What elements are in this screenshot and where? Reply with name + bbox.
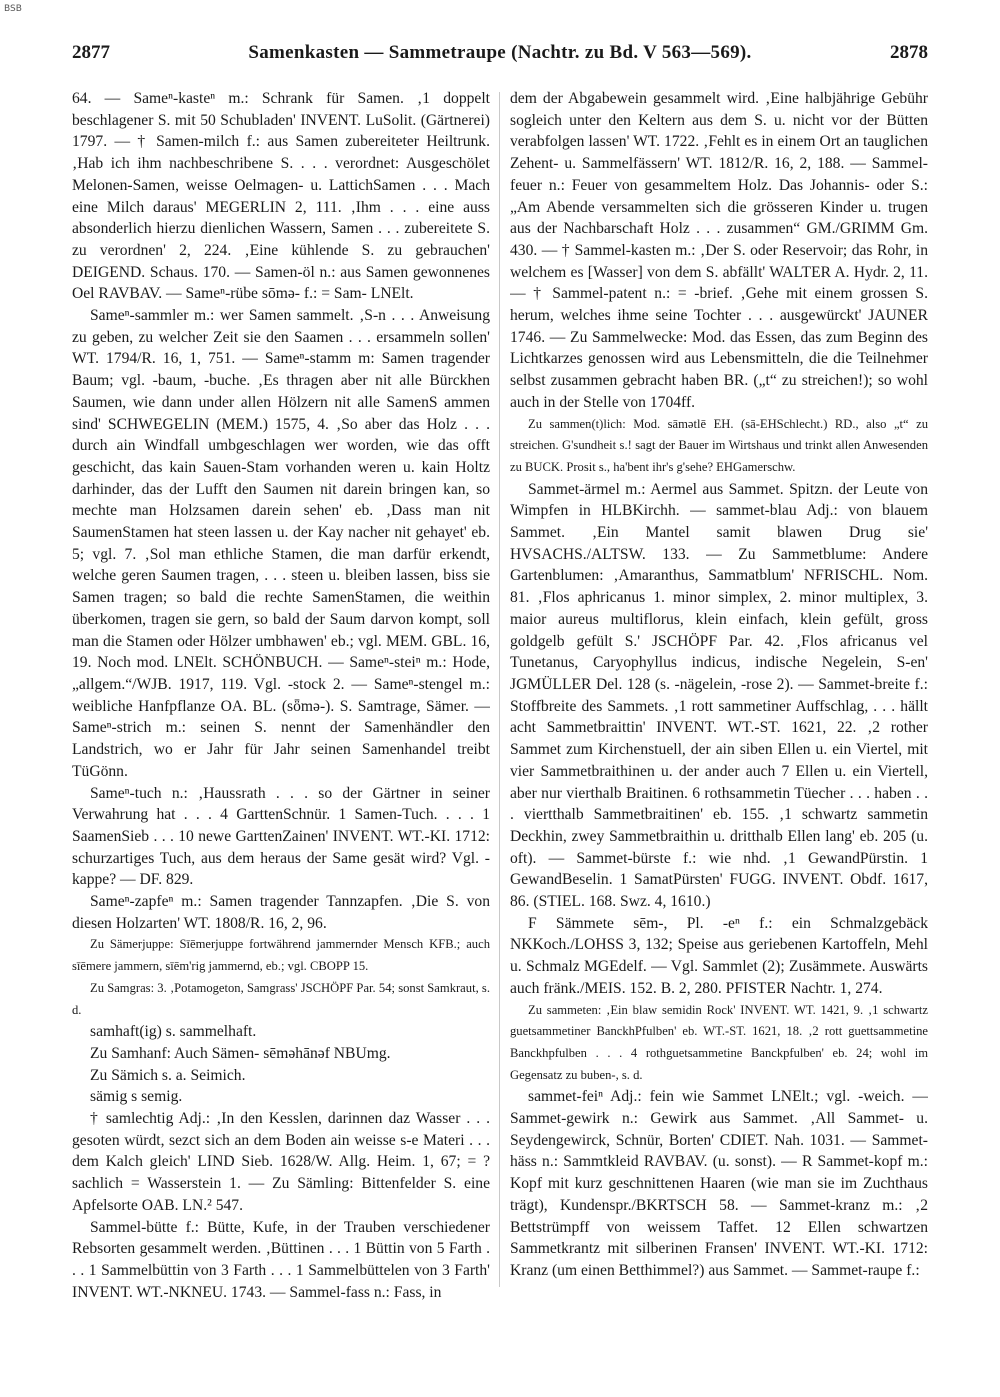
entry-paragraph: Zu Sämerjuppe: Sīēmerjuppe fortwährend jammernder Mensch KFB.; auch sīēmere jammern, sīēm'rig jammernd, eb.; vgl. CBOPP 15. xyxy=(72,937,490,974)
left-page-number: 2877 xyxy=(72,42,110,63)
entry-paragraph: sammet-feiⁿ Adj.: fein wie Sammet LNElt.; vgl. -weich. — Sammet-gewirk n.: Gewirk aus Sammet. ‚All Sammet- u. Seydengewirck, Schnür, Borten' CDIET. Nah. 1031. — Sammet-häss n.: Sammtkleid RAVBAV. (u. sonst). — R Sammet-kopf m.: Kopf mit kurz geschnittenen Haaren (wie man sie im Zuchthaus trägt), Kundenspr./BKRTSCH 58. — Sammet-kranz m.: ‚2 Bettstrümpff von weissem Taffet. 12 Ellen schwartzen Sammetkrantz mit silberinen Fransen' INVENT. WT.-KI. 1712: Kranz (um einen Betthimmel?) aus Sammet. — Sammet-raupe f.: xyxy=(510,1088,928,1279)
entry-paragraph: Zu sammen(t)lich: Mod. sāmətlē EH. (sā-EHSchlecht.) RD., also „t“ zu streichen. G'sundheit s.! sagt der Bauer im Wirtshaus und trinkt allen Anwesenden zu BUCK. Prosit s., ha'bent ihr's g'sehe? EHGamerschw. xyxy=(510,416,928,474)
entry-paragraph: Zu Samhanf: Auch Sämen- sēməhānəf NBUmg. xyxy=(90,1044,391,1062)
right-column xyxy=(510,88,928,1378)
entry-paragraph: Zu Samgras: 3. ‚Potamogeton, Samgrass' JSCHÖPF Par. 54; sonst Samkraut, s. d. xyxy=(72,980,490,1017)
entry-paragraph: Sameⁿ-sammler m.: wer Samen sammelt. ‚S-n . . . Anweisung zu geben, zu welcher Zeit sie den Saamen . . . ersammeln sollen' WT. 1794/R. 16, 1, 751. — Sameⁿ-stamm m: Samen tragender Baum; vgl. -baum, -buche. ‚Es thragen aber nit alle Bürckhen Saumen, wie dann under allen Hölzern nit alle SamenS ammen sind' SCHWEGELIN (MEM.) 1575, 4. ‚So aber das Holz . . . durch ain Windfall umbgeschlagen wer worden, wie das offt geschicht, das kain Sauen-Stam vorhanden weren u. kain Holtz darhinder, das der Lufft den Saumen nit darein bringen kan, so mechte man Holzsamen darein sehen' eb. ‚Dass man nit SaumenStamen hat steen lassen u. der Kay nacher nit gehayet' eb. 5; vgl. 7. ‚Sol man ethliche Stamen, die man darfür erkendt, welche geren Saumen tragen, . . . steen u. bleiben lassen, biss sie Samen tragen; so bald die rechte SamenStamen, die weithin überkomen, tragen sie gern, so bald der Saum darvon kompt, soll man die Stamen oder Hölzer umbhawen' eb.; vgl. MEM. GBL. 16, 19. Noch mod. LNElt. SCHÖNBUCH. — Sameⁿ-steiⁿ m.: Hode, „allgem.“/WJB. 1917, 119. Vgl. -stock 2. — Sameⁿ-stengel m.: weibliche Hanfpflanze OA. BL. (sȫmə-). S. Samtrage, Sämer. — Sameⁿ-strich m.: seinen S. nennt der Samenhändler den Landstrich, wo er Jahr für Jahr seinen Samenhandel treibt TüGönn. xyxy=(72,307,490,780)
running-title: Samenkasten — Sammetraupe (Nachtr. zu Bd. V 563—569). xyxy=(248,42,752,63)
right-page-number: 2878 xyxy=(889,42,928,63)
page-header xyxy=(72,42,928,72)
left-column xyxy=(72,88,490,1378)
entry-paragraph: Sammet-ärmel m.: Aermel aus Sammet. Spitzn. der Leute von Wimpfen in HLBKirchh. — sammet-blau Adj.: von blauem Sammet. ‚Ein Mantel samit blawen Drug sie' HVSACHS./ALTSW. 133. — Zu Sammetblume: Andere Gartenblumen: ‚Amaranthus, Sammatblum' NFRISCHL. Nom. 81. ‚Flos aphricanus 1. minor simplex, 2. minor multiplex, 3. maior aureus multiflorus, klein einfach, klein gefült, gross goldgelb gefült S.' JSCHÖPF Par. 42. ‚Flos africanus vel Tunetanus, Caryophyllus indicus, indische Negelein, S-en' JGMÜLLER Del. 128 (s. -nägelein, -rose 2). — Sammet-breite f.: Stoffbreite des Sammets. ‚1 rott sammetiner Auffschlag, . . . hällt acht Sammetbraittin' INVENT. WT.-ST. 1621, 22. ‚2 rother Sammet zum Kirchenstuell, der ain siben Ellen u. ein Viertel, mit vier Sammetbraithinen u. der ander auch 7 Ellen u. ein Viertell, aber nur vierthalb Braitinen. 6 rothsammetin Tüecher . . . haben . . . viertthalb Sammetbraitinen' eb. 155. ‚1 schwartz sammetin Deckhin, zwey Sammetbraithin u. dritthalb Ellen lang' eb. 205 (u. oft). — Sammet-bürste f.: wie nhd. ‚1 GewandPürstin. 1 GewandBeselin. 1 SamatPürsten' FUGG. INVENT. Obdf. 1617, 86. (STIEL. 168. Swz. 4, 1610.) xyxy=(510,480,928,911)
entry-paragraph: 64. — Sameⁿ-kasteⁿ m.: Schrank für Samen. ‚1 doppelt beschlagener S. mit 50 Schubladen' INVENT. LuSolit. (Gärtnerei) 1797. — † Samen-milch f.: aus Samen zubereiteter Heiltrunk. ‚Hab ich ihm nachbeschribene S. . . . verordnet: Ausgeschölet Melonen-Samen, weisse Oelmagen- u. LattichSamen . . . Mach eine Milch daraus' MEGERLIN 2, 111. ‚Ihm . . . eine auss absonderlich hierzu dienlichen Wassern, Samen . . . zubereitete S. zu verordnen' 2, 224. ‚Eine kühlende S. zu gebrauchen' DEIGEND. Schaus. 170. — Samen-öl n.: aus Samen gewonnenes Oel RAVBAV. — Sameⁿ-rübe sōmə- f.: = Sam- LNElt. xyxy=(72,90,490,303)
entry-paragraph: Sameⁿ-tuch n.: ‚Haussrath . . . so der Gärtner in seiner Verwahrung hat . . . 4 GarttenSchnür. 1 Samen-Tuch. . . . 1 SaamenSieb . . . 10 newe GarttenZainen' INVENT. WT.-KI. 1712: schurzartiges Tuch, aus dem heraus der Same gesät wird? Vgl. -kappe? — DF. 829. xyxy=(72,784,490,889)
text-columns xyxy=(72,88,928,1378)
entry-paragraph: † samlechtig Adj.: ‚In den Kesslen, darinnen daz Wasser . . . gesoten würdt, sezct sich an dem Boden ain weisse s-e Materi . . . dem Kalch gleich' LIND Sieb. 1628/W. Allg. Heim. 1, 67; = ? sachlich = Wasserstein 1. — Zu Sämling: Bittenfelder S. eine Apfelsorte OAB. LN.² 547. xyxy=(72,1110,490,1214)
entry-paragraph: Zu Sämich s. a. Seimich. xyxy=(90,1066,246,1084)
entry-paragraph: dem der Abgabewein gesammelt wird. ‚Eine halbjährige Gebühr sogleich unter den Keltern aus dem S. u. nicht vor der Bütten verabfolgen lassen' WT. 1722. ‚Fehlt es in einem Ort an tauglichen Zehent- u. Sammelfässern' WT. 1812/R. 16, 2, 188. — Sammel-feuer n.: Feuer von gesammeltem Holz. Das Johannis- oder S.: „Am Abende versammelten sich die grösseren Kinder u. trugen aus der Nachbarschaft Holz . . . zusammen“ GM./GRIMM Gm. 430. — † Sammel-kasten m.: ‚Der S. oder Reservoir; das Rohr, in welchem es [Wasser] von dem S. abfällt' WALTER A. Hydr. 2, 11. — † Sammel-patent n.: = -brief. ‚Gehe mit einem grossen S. herum, welches ihme seine Tochter . . . ausgewürckt' JAUNER 1746. — Zu Sammelwecke: Mod. das Essen, das zum Beginn des Lichtkarzes genossen wird aus Lebensmitteln, die die Teilnehmer selbst zusammen gebracht haben BR. („t“ zu streichen!); so wohl auch in der Stelle von 1704ff. xyxy=(510,90,928,411)
entry-paragraph: sämig s semig. xyxy=(90,1088,183,1106)
library-watermark: BSB xyxy=(4,4,22,14)
entry-paragraph: Sammel-bütte f.: Bütte, Kufe, in der Trauben verschiedener Rebsorten gesammelt werden. ‚Büttinen . . . 1 Büttin von 5 Farth . . . 1 Sammelbüttin von 3 Farth . . . 1 Sammelbüttelen von 3 Farth' INVENT. WT.-NKNEU. 1743. — Sammel-fass n.: Fass, in xyxy=(72,1218,490,1301)
entry-paragraph: Sameⁿ-zapfeⁿ m.: Samen tragender Tannzapfen. ‚Die S. von diesen Holzarten' WT. 1808/R. 16, 2, 96. xyxy=(72,893,490,932)
entry-paragraph: F Sämmete sēm-, Pl. -eⁿ f.: ein Schmalzgebäck NKKoch./LOHSS 3, 132; Speise aus geriebenen Kartoffeln, Mehl u. Schmalz MGEdelf. — Vgl. Sammlet (2); Zusämmete. Auswärts auch fränk./MEIS. 152. B. 2, 280. PFISTER Nachtr. 1, 274. xyxy=(510,914,928,997)
entry-paragraph: Zu sammeten: ‚Ein blaw semidin Rock' INVENT. WT. 1421, 9. ‚1 schwartz guetsammetiner BanckhPfulben' eb. WT.-ST. 1621, 18. ‚2 rott guettsammetine Banckhpfulben . . . 4 rothguetsammetine Banckpfulben' eb. 24; wohl im Gegensatz zu buben-, s. d. xyxy=(510,1002,928,1082)
entry-paragraph: samhaft(ig) s. sammelhaft. xyxy=(90,1023,257,1041)
